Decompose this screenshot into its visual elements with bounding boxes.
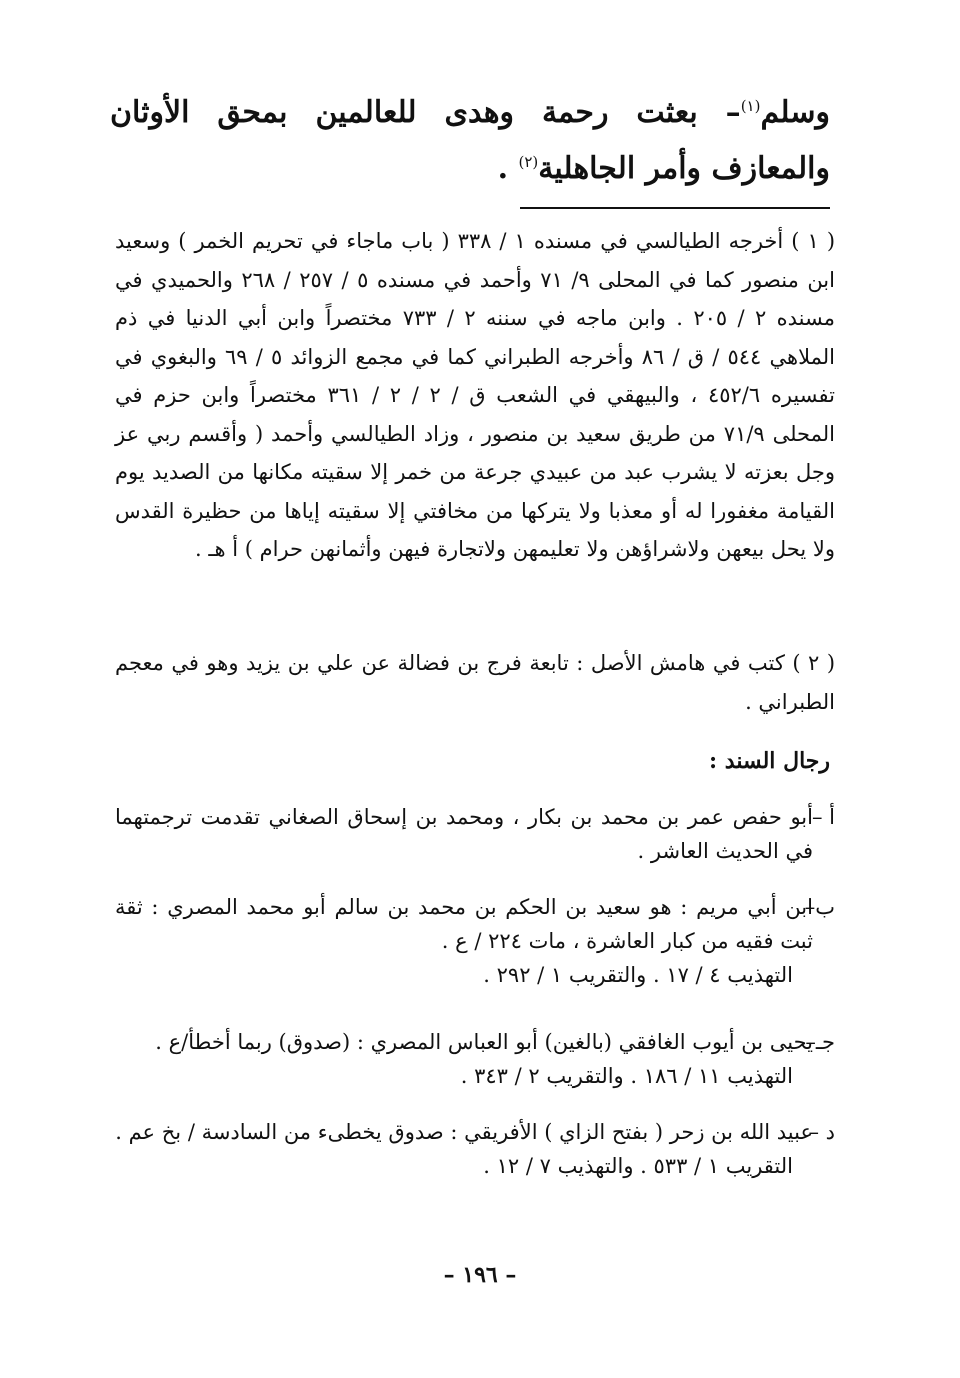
footnote-1-number: ( ١ ) [791,229,836,253]
main-hadith-text [110,85,830,197]
entry-c-letter: جـ– [805,1030,835,1054]
footnote-2-number: ( ٢ ) [792,651,836,675]
entry-a-text: أبو حفص عمر بن محمد بن بكار ، ومحمد بن إسحاق الصغاني تقدمت ترجمتهما في الحديث العاشر . [115,805,813,863]
footnote-2-text: كتب في هامش الأصل : تابعة فرج بن فضالة عن علي بن يزيد وهو في معجم الطبراني . [115,651,835,714]
entry-d-letter: د – [808,1120,835,1144]
entry-b-text: ابن أبي مريم : هو سعيد بن الحكم بن محمد بن سالم أبو محمد المصري : ثقة ثبت فقيه من كبار العاشرة ، مات ٢٢٤ / ع . [115,895,813,953]
section-heading: رجال السند : [709,748,830,774]
entry-c-text: يحيى بن أيوب الغافقي (بالغين) أبو العباس المصري : (صدوق) ربما أخطأ/ع . [155,1030,813,1054]
footnote-ref-2: (٢) [518,153,539,171]
footnote-2 [115,644,835,721]
main-text-part3: . [497,151,519,186]
footnote-ref-1: (١) [740,97,761,115]
footnote-1-text: أخرجه الطيالسي في مسنده ١ / ٣٣٨ ( باب ماجاء في تحريم الخمر ) وسعيد ابن منصور كما في المحلى ٩/ ٧١ وأحمد في مسنده ٥ / ٢٥٧ / ٢٦٨ والحميدي في مسنده ٢ / ٢٠٥ . وابن ماجه في سننه ٢ / ٧٣٣ مختصراً وابن أبي الدنيا في ذم الملاهي ٥٤٤ / ق / ٨٦ وأخرجه الطبراني كما في مجمع الزوائد ٥ / ٦٩ والبغوي في تفسيره ٤٥٢/٦ ، والبيهقي في الشعب ق / ٢ / ٢ / ٣٦١ مختصراً وابن حزم في المحلى ٧١/٩ من طريق سعيد بن منصور ، وزاد الطيالسي وأحمد ( وأقسم ربي عز وجل بعزته لا يشرب عبد من عبيدي جرعة من خمر إلا سقيته مكانها من الصديد يوم القيامة مغفورا له أو معذبا ولا يتركها من مخافتي إلا سقيته إياها من حظيرة القدس ولا يحل بيعهن ولاشراؤهن ولا تعليمهن ولاتجارة فيهن وأثمانهن حرام ) أ هـ . [115,229,835,561]
entry-d-text: عبيد الله بن زحر ( بفتح الزاي ) الأفريقي : صدوق يخطىء من السادسة / بخ عم . [115,1120,813,1144]
entry-d-reference: التقريب ١ / ٥٣٣ . والتهذيب ٧ / ١٢ . [483,1154,793,1178]
main-text-part2: – بعثت رحمة وهدى للعالمين بمحق الأوثان والمعازف وأمر الجاهلية [110,95,830,186]
entry-c-reference: التهذيب ١١ / ١٨٦ . والتقريب ٢ / ٣٤٣ . [460,1064,793,1088]
entry-b-reference: التهذيب ٤ / ١٧ . والتقريب ١ / ٢٩٢ . [483,963,793,987]
narrator-entry-a [115,800,835,868]
narrator-entry-b [115,890,835,992]
footnote-1 [115,222,835,569]
main-text-part1: وسلم [760,95,830,130]
entry-a-letter: أ – [811,805,835,829]
page-number: – ١٩٦ – [443,1262,517,1288]
narrator-entry-c [115,1025,835,1093]
footnote-separator [520,207,830,209]
narrator-entry-d [115,1115,835,1183]
entry-b-letter: ب– [804,895,835,919]
